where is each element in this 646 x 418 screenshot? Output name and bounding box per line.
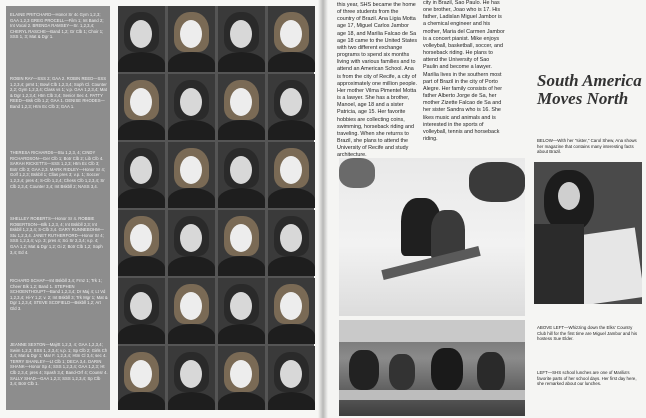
portrait-photo [118,6,165,72]
portrait-photo [268,278,315,344]
face-shape [558,182,580,210]
lunchroom-photo [339,320,525,416]
magazine-photo [534,162,642,304]
portrait-photo [168,74,215,140]
portrait-photo [268,142,315,208]
portrait-photo [218,74,265,140]
caption-block-3: THERESA RICHARDS—Stu 1,2,3, 4; CINDY RICHARDSON—Ger Clb 1; Botr Clb 2; Lib Clb 4. SARAH RICKETTS—SSS 1,2,3; Htm Ec Clb 3; Botr Clb 3; GAA 2,3. MARK RIDLEY—Honor Sr 4; Golf 1,2,3; Bskbll 1; Cllas pres 3; v.p. 1; Soccer 1,2,3,4; pres 4; S-Clb 1,2,4; Chess Clb 1,2,3,4; Sr Clb 2,3,4; Counter 3,4; Int Bskbll 2; NASS 3,4. [10,150,106,189]
caption-block-4: SHELLEY ROBERTS—Honor Sr 4. ROBBIE ROBERTSON—Blk 1,2,3, 4; Int Bskbll 2,3; Int Bskbll 1,2,3,4; S-Clb 3,4. GARY RUNNEBOHM—Stu 1,2,3,4. JANET RUTHERFORD—Honor Sr 4; SSS 1,2,3,4; v.p. 3; pres 4; Sci Sr 2,3,4; v.p. 4; GAA 1,2; Mat & Dgr 1,2; Gi 2; Botr Clb 1,2; Soph 3,4; Ed 4. [10,216,104,255]
caption-block-5: RICHARD SCHAF—Int Bskbll 3,4; Frnz 1; Trk 1; Cheer Blk 1,2; Band 1. STEPHEN SCHOENTHOUPT—Band 1,2,3,4; Dr Maj 4; Lt Vd 1,2,3,4; Hi-Y 1,2; v. 2; Int Bskbll 3; Trk Mgr 1; Mat & Dgr 1,2,3,4; STEVE SCOFIELD—Bskbll 1,2; Art Gld 3. [10,278,108,311]
table-shape [339,390,525,400]
article-column-2: city in Brazil, Sao Paulo. He has one brother, Joao who is 17. His father, Ladislan Miguel Jambor is a chemical engineer and his mother, Maria del Carmen Jambor is a concert pianist. Mike enjoys volleyball, basketball, soccer, and horseback riding. He plans to attend the University of Sao Paulin and become a lawyer. Marilia lives in the southern most part of Brazil in the city of Porto Alegre. Her family consists of her father Alberto Jorge de Sa, her mother Zizette Falcao de Sa and her sister Sandra who is 16. She likes music and animals and is interested in the sports of volleyball, tennis and horseback riding. [423,0,505,142]
portrait-photo [168,278,215,344]
caption-above-left: ABOVE LEFT—Whizzing down the Elks' Country Club hill for the first time are Miguel Jambor and his hostess Sue Elder. [537,325,638,342]
page-gutter [318,0,328,418]
portrait-photo [268,210,315,276]
portrait-photo [118,142,165,208]
portrait-photo [118,210,165,276]
sledding-photo [339,158,525,316]
portrait-photo [268,74,315,140]
student-figure [431,348,463,392]
portrait-photo [118,346,165,410]
portrait-photo [168,142,215,208]
senior-captions-column [6,6,110,410]
article-column-1: this year, SHS became the home of three students from the country of Brazil. Ana Ligia Motta age 17, Miguel Carlos Jambor age 18, and Marilia Falcao de Sa age 18 came to the United States with two different exchange programs to spend six months living with various families and to attend an American School. Ana is from the city of Recife, a city of approximately one million people. Her mother Vilma Pimentel Motta is a lawyer. She has a brother, Manoel, age 18 and a sister Patricia, age 15. Her favorite hobbies are collecting coins, swimming, horseback riding and traveling. When she returns to Brazil, she plans to attend the University of Recife and study architecture. [337,2,418,159]
caption-block-1: ELAINE PRITCHARD—Honor Sr 4c Gym 1,2,3; GAA 1,2,3 GREG PROCELL—Film 1; Int Band 2; Int Vocal 2. BRENDA RAMSEY—Sr. 1,2,3,4; CHERYL RASCHE—Band 1,2; Gr Clb 1; Choir 1; SSS 1, 3; Mat & Dgr 1. [10,12,104,40]
student-figure [389,354,415,390]
portrait-photo [218,278,265,344]
portrait-photo [168,346,215,410]
portrait-photo [118,74,165,140]
student-figure [477,352,505,392]
tree-shape [339,158,375,188]
right-page [323,0,646,418]
tree-shape [469,162,525,202]
portrait-photo [218,6,265,72]
caption-block-2: ROBIN RAY—SSS 2; GAA 2. ROBIN REED—SSS 1,2,3,4; prmt 1; Bowl Clb 1,2,3,4; Soph Cl. Counter 2,2; Gym 1,2,3,4; Class vs 1; v.p. GAA 1,2,3,4; Mat & Dgr 1,2,3,4; Htm Clb 3,4; Senior Sec 4. PATTY REED—Bsk Clb 1,2; GAA 1. DENISE RHODES—Band 1,2,3; Htm Ec Clb 3; GAA 1. [10,76,107,109]
portrait-photo [218,210,265,276]
sweater-shape [534,224,584,304]
portrait-photo [268,6,315,72]
portrait-photo [168,210,215,276]
portrait-photo [268,346,315,410]
portrait-photo [218,346,265,410]
portrait-photo [118,278,165,344]
portrait-photo [218,142,265,208]
article-headline: South America Moves North [537,71,642,108]
portrait-grid [118,6,314,410]
caption-left: LEFT—SHS school lunches are one of Marilia's favorite parts of her school days. Her first day here, she remarked about our lunches. [537,370,637,387]
caption-block-6: JEANNE SEXTON—Majrtt 1,2,3, 4; GAA 1,2,3,4; Swim 1,2,3; SSS 1, 2,3,4; v.p. 1; Sp Clb 2; Girls Ch 3,4; Mat & Dgr 1; Mar F. 1,2,3,4; Htm Cl 3,4; sec 4. TERRY SHANLEY—Lt Clb 1; DECA 3,4. DARIN SHANK—Honor Sp 4; SSS 1,2,3,4; GAA 1,2,3; Ht Clb 2,3,4; pres 4; Spash 3,4; Band-Orf 4; Counsr 4. SALLY SHAD—GAA 1,2,3; SSS 1,2,3,4; Sp Clb 3,4; Botr Clb 1. [10,342,108,387]
caption-below: BELOW—With her "sister," Carol Shew, Ana shows her magazine that contains many interesting facts about Brazil. [537,138,637,155]
student-figure [349,350,379,390]
portrait-photo [168,6,215,72]
ceiling-shape [339,320,525,342]
